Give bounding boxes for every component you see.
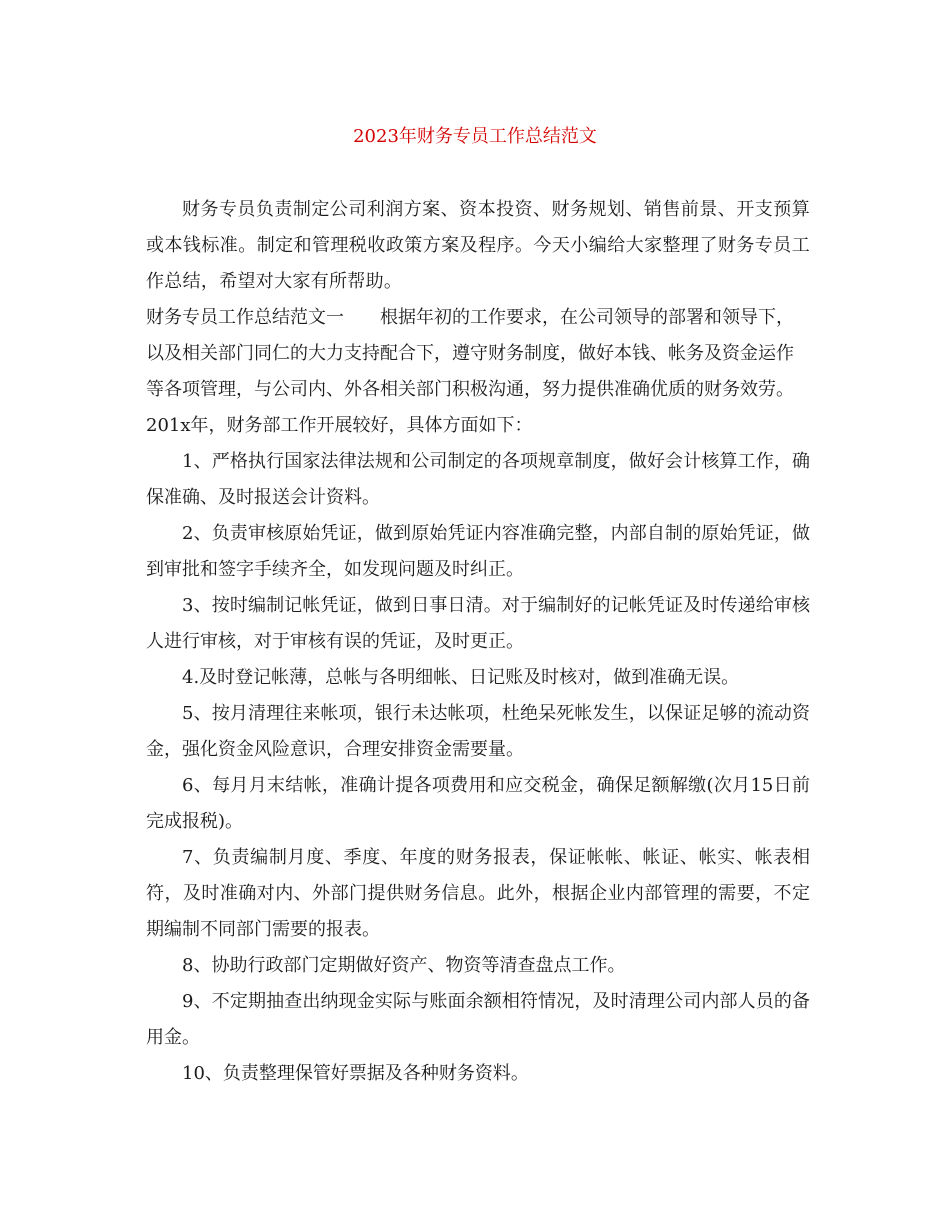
list-item: 9、不定期抽查出纳现金实际与账面余额相符情况，及时清理公司内部人员的备用金。 <box>146 991 810 1048</box>
document-body <box>146 192 810 1092</box>
section-paragraph: 财务专员工作总结范文一 根据年初的工作要求，在公司领导的部署和领导下，以及相关部门同仁的大力支持配合下，遵守财务制度，做好本钱、帐务及资金运作等各项管理，与公司内、外各相关部门积极沟通，努力提供准确优质的财务效劳。201x年，财务部工作开展较好，具体方面如下： <box>146 307 794 436</box>
list-item: 1、严格执行国家法律法规和公司制定的各项规章制度，做好会计核算工作，确保准确、及时报送会计资料。 <box>146 451 810 508</box>
list-item: 8、协助行政部门定期做好资产、物资等清查盘点工作。 <box>182 955 626 976</box>
document-title: 2023年财务专员工作总结范文 <box>353 126 597 147</box>
list-item: 7、负责编制月度、季度、年度的财务报表，保证帐帐、帐证、帐实、帐表相符，及时准确对内、外部门提供财务信息。此外，根据企业内部管理的需要，不定期编制不同部门需要的报表。 <box>146 847 810 940</box>
list-item: 3、按时编制记帐凭证，做到日事日清。对于编制好的记帐凭证及时传递给审核人进行审核，对于审核有误的凭证，及时更正。 <box>146 595 810 652</box>
list-item: 6、每月月末结帐，准确计提各项费用和应交税金，确保足额解缴(次月15日前完成报税)。 <box>146 775 810 832</box>
list-item: 4.及时登记帐薄，总帐与各明细帐、日记账及时核对，做到准确无误。 <box>182 667 740 688</box>
list-item: 5、按月清理往来帐项，银行未达帐项，杜绝呆死帐发生，以保证足够的流动资金，强化资金风险意识，合理安排资金需要量。 <box>146 703 810 760</box>
list-item: 10、负责整理保管好票据及各种财务资料。 <box>182 1063 529 1084</box>
list-item: 2、负责审核原始凭证，做到原始凭证内容准确完整，内部自制的原始凭证，做到审批和签字手续齐全，如发现问题及时纠正。 <box>146 523 810 580</box>
intro-paragraph: 财务专员负责制定公司利润方案、资本投资、财务规划、销售前景、开支预算或本钱标准。制定和管理税收政策方案及程序。今天小编给大家整理了财务专员工作总结，希望对大家有所帮助。 <box>146 199 810 292</box>
